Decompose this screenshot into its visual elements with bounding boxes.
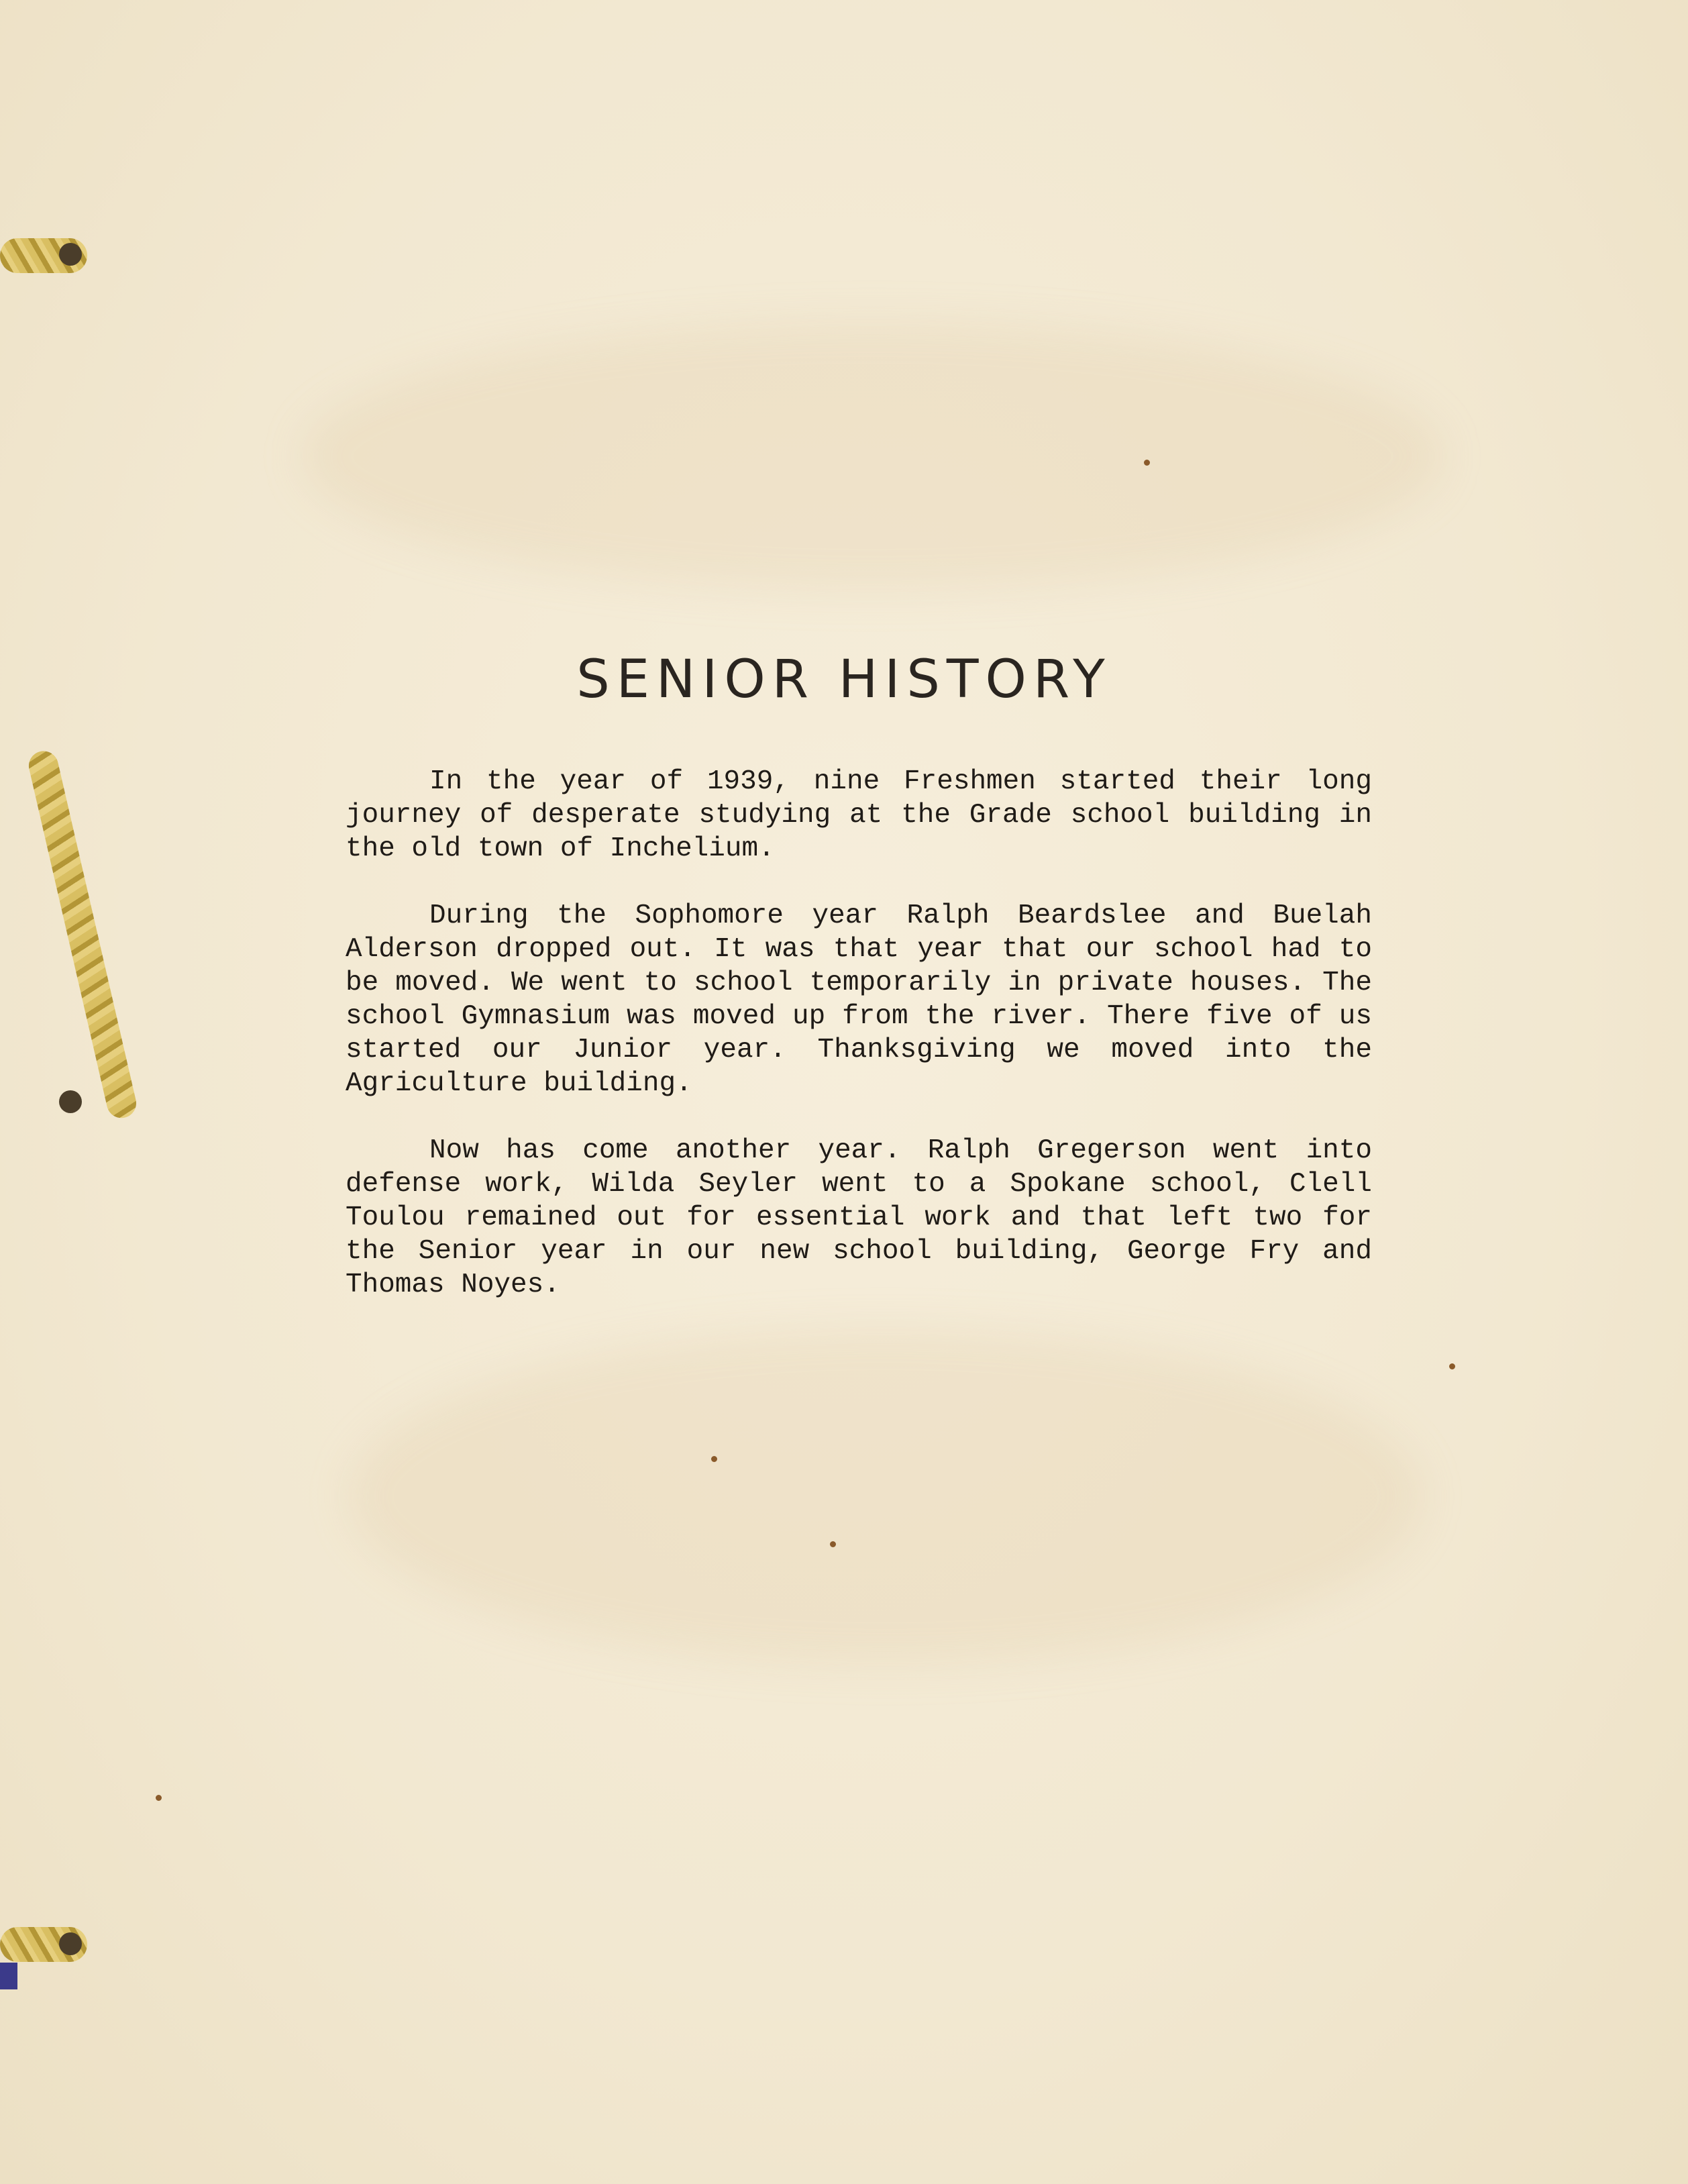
page-title: SENIOR HISTORY (576, 649, 1112, 710)
body-text (346, 765, 1372, 1335)
paper-speck (156, 1795, 162, 1801)
bleed-through-stain (349, 1329, 1422, 1664)
paper-speck (1449, 1363, 1455, 1369)
paper-speck (711, 1456, 717, 1462)
binding-hole-middle (59, 1090, 82, 1113)
paragraph-1: In the year of 1939, nine Freshmen started their long journey of desperate studying at the Grade school building in the old town of Inchelium. (346, 766, 1372, 864)
binding-hole-bottom (59, 1932, 82, 1955)
paper-speck (830, 1541, 836, 1547)
bleed-through-stain (302, 322, 1442, 590)
binding-cord-side (26, 748, 140, 1121)
paragraph-3: Now has come another year. Ralph Gregerson went into defense work, Wilda Seyler went to a Spokane school, Clell Toulou remained out for essential work and that left two for the Senior year in our new school building, George Fry and Thomas Noyes. (346, 1135, 1372, 1300)
paragraph-2: During the Sophomore year Ralph Beardslee and Buelah Alderson dropped out. It was that year that our school had to be moved. We went to school temporarily in private houses. The school Gymnasium was moved up from the river. There five of us started our Junior year. Thanksgiving we moved into the Agriculture building. (346, 900, 1372, 1099)
paper-speck (1144, 460, 1150, 466)
spine-ribbon (0, 1963, 17, 1989)
binding-hole-top (59, 243, 82, 266)
